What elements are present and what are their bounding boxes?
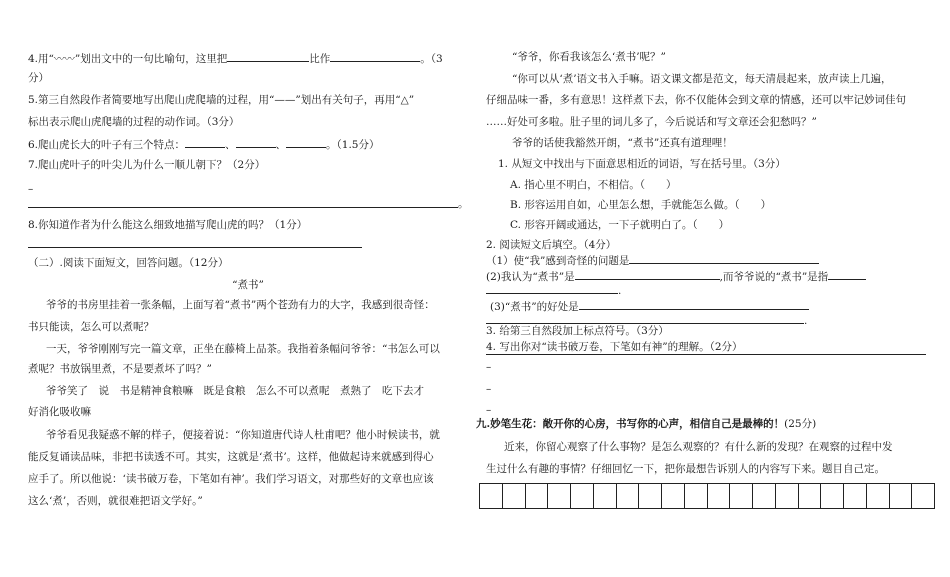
grid-cell[interactable] (617, 484, 640, 508)
paragraph-4-line-2: 能反复诵读品味，非把书读透不可。其实，这就是‘煮书’。这样，他做起诗来就感到得心 (28, 451, 434, 463)
q2-2-text-a: (2)我认为“煮书”是 (486, 271, 575, 283)
grid-cell[interactable] (503, 484, 526, 508)
dialogue-line-2c: ……好处可多啦。肚子里的词儿多了，今后说话和写文章还会犯愁吗？” (486, 116, 817, 128)
r-question-2-2-cont (486, 282, 621, 298)
q7-answer-line[interactable] (28, 207, 458, 208)
grid-cell[interactable] (844, 484, 867, 508)
composition-grid[interactable] (479, 483, 935, 509)
r-question-2: 2. 阅读短文后填空。（4分） (486, 239, 617, 251)
grid-cell[interactable] (526, 484, 549, 508)
q2-3-blank-2[interactable] (486, 312, 804, 324)
question-6 (28, 136, 379, 152)
paragraph-3-line-1: 爷爷笑了 说 书是精神食粮嘛 既是食粮 怎么不可以煮呢 煮熟了 吃下去才 (46, 385, 424, 397)
r-question-2-1 (486, 252, 819, 268)
q2-3-period: . (804, 315, 808, 327)
q6-text: 6.爬山虎长大的叶子有三个特点： (28, 139, 186, 151)
q2-1-blank[interactable] (629, 252, 819, 264)
grid-cell[interactable] (480, 484, 503, 508)
section-9-heading (476, 417, 816, 431)
grid-cell[interactable] (548, 484, 571, 508)
q2-1-text: （1）使“我”感到奇怪的问题是 (486, 255, 630, 267)
q2-3-text: (3)“煮书”的好处是 (490, 301, 579, 313)
paragraph-2-line-1: 一天，爷爷刚刚写完一篇文章，正坐在藤椅上品茶。我指着条幅问爷爷：“书怎么可以 (46, 343, 440, 355)
wavy-line-mark: 〰〰 (53, 53, 75, 65)
q6-sep-2: 、 (275, 139, 287, 151)
dialogue-line-2b: 仔细品味一番，多有意思！这样煮下去，你不仅能体会到文章的情感，还可以牢记妙词佳句 (486, 94, 906, 106)
paragraph-4-line-3: 应手了。所以他说：‘读书破万卷，下笔如有神’。我们学习语文，对那些好的文章也应该 (28, 473, 434, 485)
q7-dash: – (28, 183, 34, 195)
dialogue-line-3: 爷爷的话使我豁然开朗，“煮书”还真有道理哩！ (512, 137, 733, 149)
q6-blank-3[interactable] (286, 136, 326, 148)
q8-answer-line[interactable] (28, 247, 362, 248)
q2-2-period: . (618, 285, 622, 297)
paragraph-4-line-1: 爷爷看见我疑惑不解的样子，便接着说：“你知道唐代诗人杜甫吧？他小时候读书，就 (46, 429, 440, 441)
composition-prompt-1: 近来，你留心观察了什么事物？是怎么观察的？有什么新的发现？在观察的过程中发 (504, 441, 893, 453)
q4-text-d: 。（3 (420, 53, 443, 65)
question-5-line-2: 标出表示爬山虎爬墙的过程的动作词。（3分） (28, 116, 240, 128)
grid-cell[interactable] (730, 484, 753, 508)
grid-cell[interactable] (867, 484, 890, 508)
paragraph-1-line-2: 书只能读，怎么可以煮呢？ (28, 321, 154, 333)
q4-text-c: 比作 (309, 53, 331, 65)
grid-cell[interactable] (776, 484, 799, 508)
r-q4-dash-2: – (486, 383, 492, 395)
q2-2-blank-2[interactable] (828, 268, 866, 280)
r-question-4: 4. 写出你对“读书破万卷，下笔如有神”的理解。（2分） (486, 341, 743, 353)
grid-cell[interactable] (912, 484, 934, 508)
section-9-score: (25分) (784, 418, 817, 430)
q2-2-text-b: ,而爷爷说的“煮书”是指 (719, 271, 829, 283)
composition-prompt-2: 生过什么有趣的事情？仔细回忆一下，把你最想告诉别人的内容写下来。题目自己定。 (486, 463, 885, 475)
grid-cell[interactable] (639, 484, 662, 508)
q6-blank-1[interactable] (185, 136, 225, 148)
grid-cell[interactable] (685, 484, 708, 508)
grid-cell[interactable] (708, 484, 731, 508)
r-question-1c: C. 形容开阔或通达，一下子就明白了。（ ） (510, 219, 730, 231)
r-q4-top-rule (486, 354, 926, 355)
r-q4-dash-1: – (486, 361, 492, 373)
q4-blank-2[interactable] (330, 50, 420, 62)
question-8: 8.你知道作者为什么能这么细致地描写爬山虎的吗？（1分） (28, 219, 308, 231)
section-9-title: 九.妙笔生花：敞开你的心房，书写你的心声，相信自己是最棒的！ (476, 418, 785, 430)
paragraph-4-line-4: 这么‘煮’，否则，就很难把语文学好。” (28, 495, 203, 507)
question-5-line-1: 5.第三自然段作者简要地写出爬山虎爬墙的过程，用“——”划出有关句子，再用“△” (28, 94, 415, 106)
grid-cell[interactable] (753, 484, 776, 508)
paragraph-3-line-2: 好消化吸收嘛 (28, 406, 91, 418)
r-question-1b: B. 形容运用自如，心里怎么想，手就能怎么做。（ ） (510, 199, 772, 211)
question-7: 7.爬山虎叶子的叶尖儿为什么一顺儿朝下？（2分） (28, 159, 266, 171)
passage-title: “煮书” (232, 279, 264, 291)
question-4 (28, 50, 443, 66)
dialogue-line-2a: “你可以从‘煮’语文书入手嘛。语文课文都是范文，每天清晨起来，放声读上几遍， (512, 73, 892, 85)
dialogue-line-1: “爷爷，你看我该怎么‘煮书’呢？” (512, 51, 666, 63)
grid-cell[interactable] (799, 484, 822, 508)
r-q4-dash-3: – (486, 404, 492, 416)
grid-cell[interactable] (571, 484, 594, 508)
grid-cell[interactable] (821, 484, 844, 508)
grid-cell[interactable] (890, 484, 913, 508)
grid-cell[interactable] (662, 484, 685, 508)
paragraph-1-line-1: 爷爷的书房里挂着一张条幅，上面写着“煮书”两个苍劲有力的大字，我感到很奇怪： (46, 299, 435, 311)
r-question-3: 3. 给第三自然段加上标点符号。（3分） (486, 325, 669, 337)
r-question-1: 1. 从短文中找出与下面意思相近的词语，写在括号里。（3分） (498, 158, 786, 170)
q2-2-blank-3[interactable] (486, 282, 618, 294)
q6-sep-1: 、 (225, 139, 236, 151)
paragraph-2-line-2: 煮呢？书放锅里煮，不是要煮坏了吗？” (28, 363, 212, 375)
q2-2-blank-1[interactable] (575, 268, 720, 280)
q6-blank-2[interactable] (236, 136, 276, 148)
q4-text-a: 4.用“ (28, 53, 54, 65)
q4-text-b: ”划出文中的一句比喻句，这里把 (74, 53, 228, 65)
r-question-1a: A. 指心里不明白，不相信。（ ） (510, 179, 677, 191)
q7-period: 。 (458, 198, 469, 210)
q6-score: 。（1.5分） (326, 139, 380, 151)
q4-blank-1[interactable] (227, 50, 309, 62)
q2-3-blank[interactable] (579, 298, 809, 310)
grid-cell[interactable] (594, 484, 617, 508)
q4-score: 分） (28, 72, 49, 84)
section-2-heading: （二）.阅读下面短文，回答问题。（12分） (28, 257, 229, 269)
